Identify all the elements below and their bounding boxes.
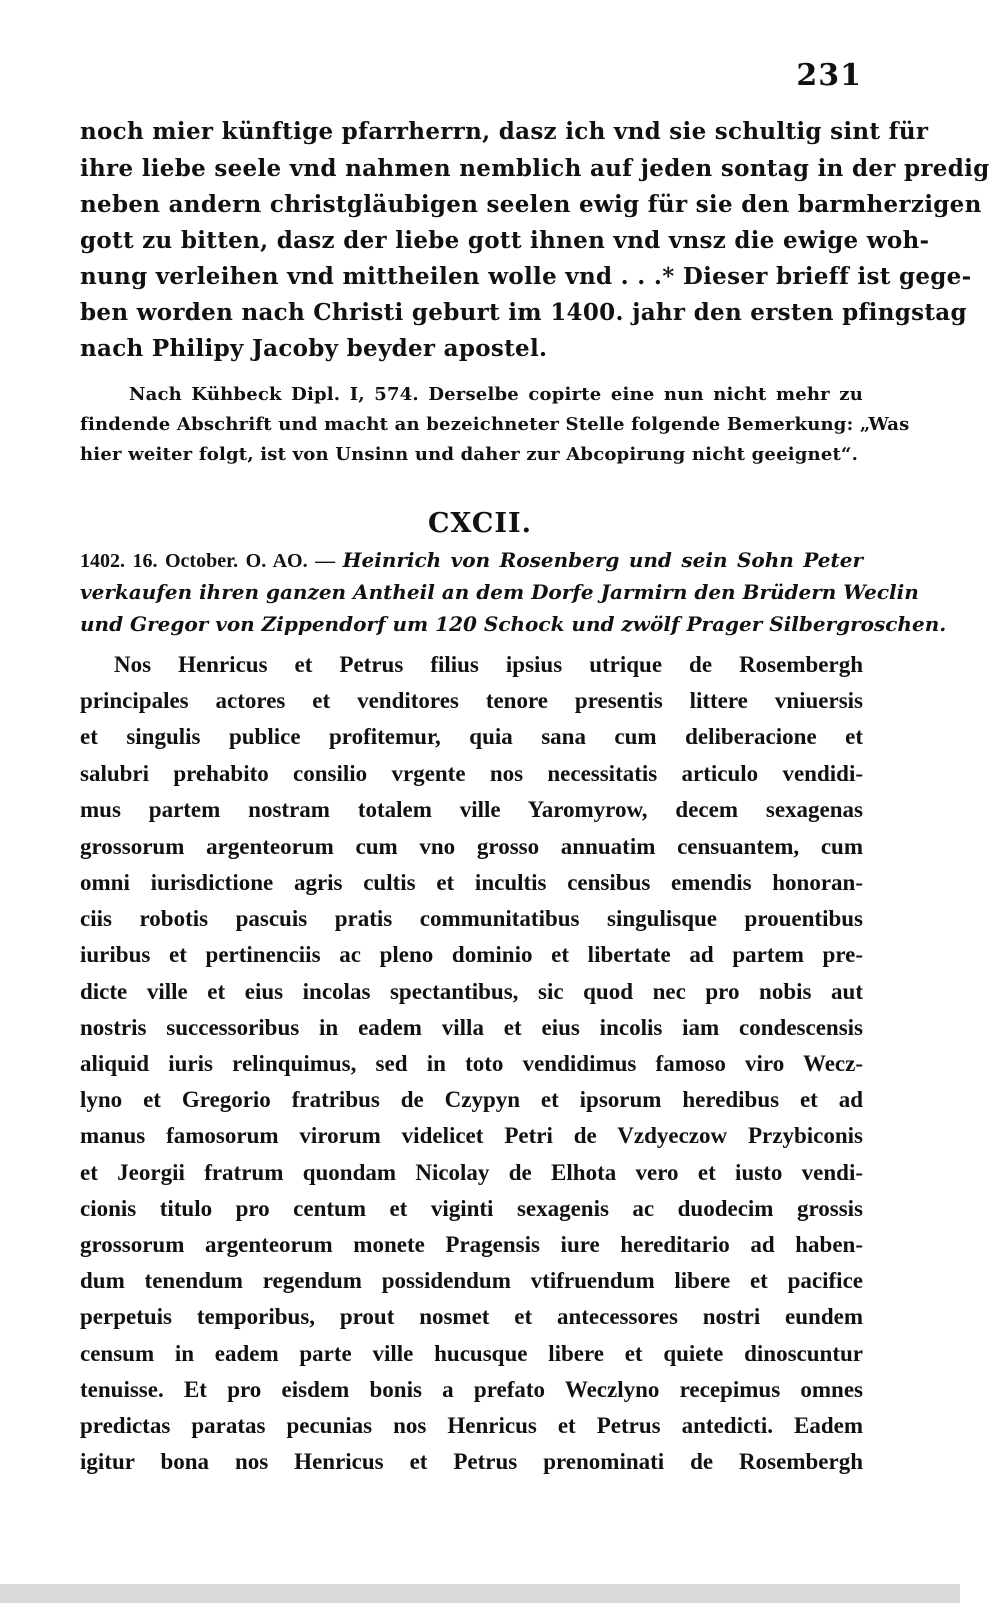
body-line: et Jeorgii fratrum quondam Nicolay de Elhota vero et iusto vendi- bbox=[80, 1160, 863, 1185]
body-line: grossorum argenteorum monete Pragensis iure hereditario ad haben- bbox=[80, 1232, 863, 1257]
note-line: hier weiter folgt, ist von Unsinn und daher zur Abcopirung nicht geeignet“. bbox=[80, 444, 859, 465]
body-line: Nos Henricus et Petrus filius ipsius utrique de Rosembergh bbox=[114, 652, 863, 677]
body-line: mus partem nostram totalem ville Yaromyrow, decem sexagenas bbox=[80, 797, 863, 822]
body-line: et singulis publice profitemur, quia sana cum deliberacione et bbox=[80, 724, 863, 749]
body-line: cionis titulo pro centum et viginti sexagenis ac duodecim grossis bbox=[80, 1196, 863, 1221]
intro-line: neben andern christgläubigen seelen ewig für sie den barmherzigen bbox=[80, 191, 982, 218]
body-line: perpetuis temporibus, prout nosmet et antecessores nostri eundem bbox=[80, 1304, 863, 1329]
intro-line: gott zu bitten, dasz der liebe gott ihnen vnd vnsz die ewige woh- bbox=[80, 227, 930, 254]
body-line: censum in eadem parte ville hucusque libere et quiete dinoscuntur bbox=[80, 1341, 863, 1366]
page-number: 231 bbox=[796, 58, 862, 93]
summary-line: und Gregor von Zippendorf um 120 Schock und zwölf Prager Silbergroschen. bbox=[80, 612, 947, 636]
summary-line-first bbox=[80, 548, 863, 573]
intro-line: nung verleihen vnd mittheilen wolle vnd . . .* Dieser brieff ist gege- bbox=[80, 263, 972, 290]
intro-line: nach Philipy Jacoby beyder apostel. bbox=[80, 335, 548, 362]
body-line: dicte ville et eius incolas spectantibus, sic quod nec pro nobis aut bbox=[80, 979, 863, 1004]
body-line: iuribus et pertinenciis ac pleno dominio et libertate ad partem pre- bbox=[80, 942, 863, 967]
intro-line: ihre liebe seele vnd nahmen nemblich auf jeden sontag in der predig bbox=[80, 155, 990, 182]
intro-line: noch mier künftige pfarrherrn, dasz ich vnd sie schultig sint für bbox=[80, 118, 929, 145]
body-line: ciis robotis pascuis pratis communitatibus singulisque prouentibus bbox=[80, 906, 863, 931]
document-heading: CXCII. bbox=[427, 508, 533, 539]
body-line: aliquid iuris relinquimus, sed in toto vendidimus famoso viro Wecz- bbox=[80, 1051, 863, 1076]
intro-line: ben worden nach Christi geburt im 1400. jahr den ersten pfingstag bbox=[80, 299, 967, 326]
body-line: salubri prehabito consilio vrgente nos necessitatis articulo vendidi- bbox=[80, 761, 863, 786]
note-line: Nach Kühbeck Dipl. I, 574. Derselbe copirte eine nun nicht mehr zu bbox=[129, 384, 863, 405]
body-line: tenuisse. Et pro eisdem bonis a prefato Weczlyno recepimus omnes bbox=[80, 1377, 863, 1402]
body-line: nostris successoribus in eadem villa et eius incolis iam condescensis bbox=[80, 1015, 863, 1040]
body-line: igitur bona nos Henricus et Petrus prenominati de Rosembergh bbox=[80, 1449, 863, 1474]
body-line: omni iurisdictione agris cultis et incultis censibus emendis honoran- bbox=[80, 870, 863, 895]
note-line: findende Abschrift und macht an bezeichneter Stelle folgende Bemerkung: „Was bbox=[80, 414, 910, 435]
summary-date: 1402. 16. October. O. AO. — bbox=[80, 550, 343, 572]
summary-text: Heinrich von Rosenberg und sein Sohn Peter bbox=[342, 548, 864, 572]
body-line: lyno et Gregorio fratribus de Czypyn et ipsorum heredibus et ad bbox=[80, 1087, 863, 1112]
body-line: principales actores et venditores tenore presentis littere vniuersis bbox=[80, 688, 863, 713]
body-line: dum tenendum regendum possidendum vtifruendum libere et pacifice bbox=[80, 1268, 863, 1293]
scan-bottom-edge bbox=[0, 1584, 960, 1603]
body-line: manus famosorum virorum videlicet Petri de Vzdyeczow Przybiconis bbox=[80, 1123, 863, 1148]
summary-line: verkaufen ihren ganzen Antheil an dem Dorfe Jarmirn den Brüdern Weclin bbox=[80, 580, 919, 604]
body-line: predictas paratas pecunias nos Henricus et Petrus antedicti. Eadem bbox=[80, 1413, 863, 1438]
body-line: grossorum argenteorum cum vno grosso annuatim censuantem, cum bbox=[80, 834, 863, 859]
